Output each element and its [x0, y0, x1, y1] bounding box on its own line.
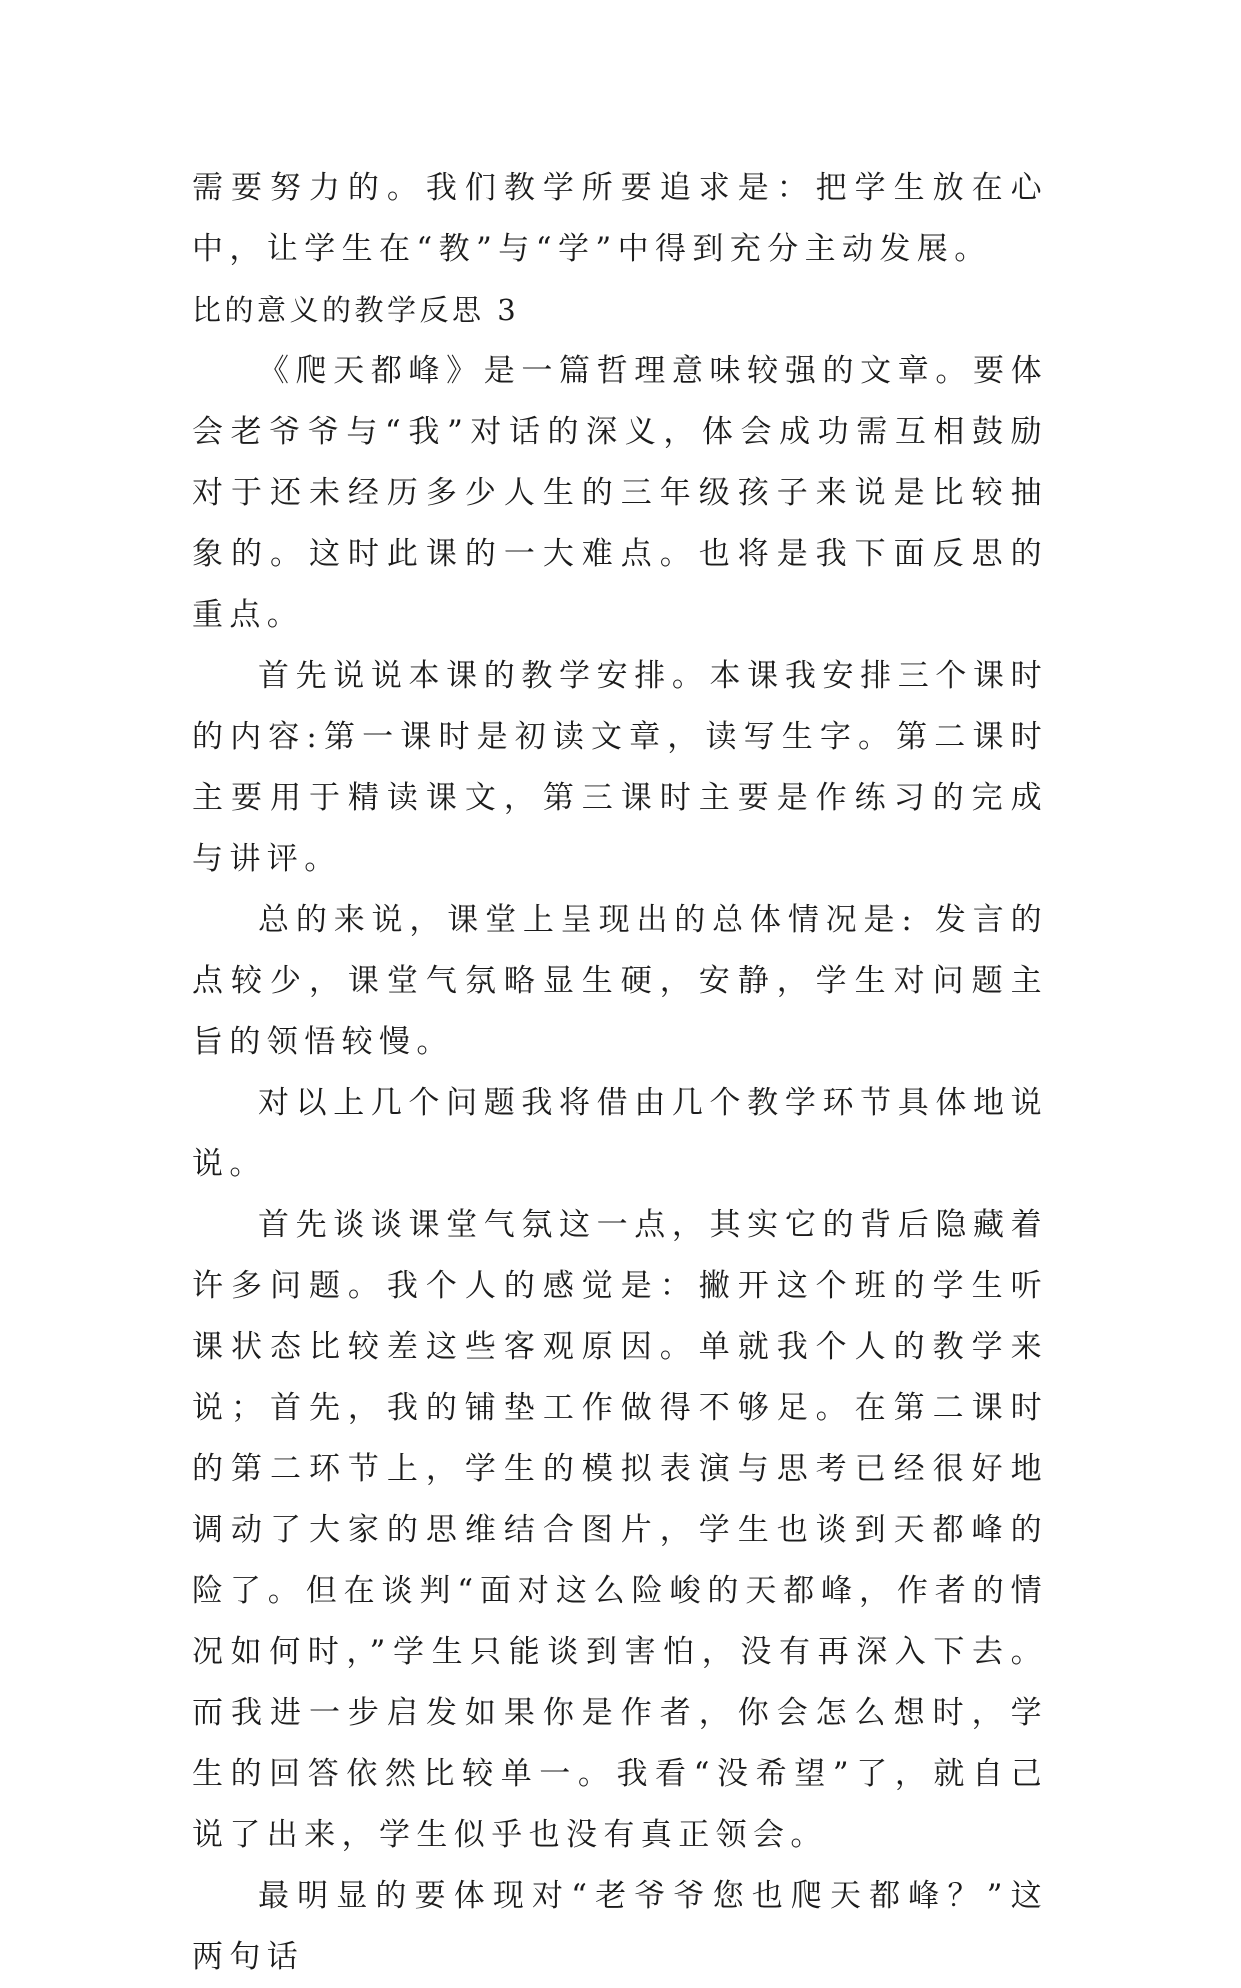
paragraph-body: 对以上几个问题我将借由几个教学环节具体地说说。: [192, 1085, 1048, 1182]
paragraph-body: 总的来说，课堂上呈现出的总体情况是: 发言的点较少，课堂气氛略显生硬，安静，学生对问题主旨的领悟较慢。: [192, 902, 1048, 1060]
paragraph-body: 最明显的要体现对“老爷爷您也爬天都峰？”这两句话: [192, 1878, 1048, 1975]
section-heading: 比的意义的教学反思 3: [192, 293, 520, 327]
paragraph-body: 首先谈谈课堂气氛这一点，其实它的背后隐藏着许多问题。我个人的感觉是：撇开这个班的学生听课状态比较差这些客观原因。单就我个人的教学来说；首先，我的铺垫工作做得不够足。在第二课时的第二环节上，学生的模拟表演与思考已经很好地调动了大家的思维结合图片，学生也谈到天都峰的险了。但在谈判“面对这么险峻的天都峰，作者的情况如何时，”学生只能谈到害怕，没有再深入下去。而我进一步启发如果你是作者，你会怎么想时，学生的回答依然比较单一。我看“没希望”了，就自己说了出来，学生似乎也没有真正领会。: [192, 1207, 1048, 1853]
document-body: [192, 158, 1048, 1988]
paragraph-body: 《爬天都峰》是一篇哲理意味较强的文章。要体会老爷爷与“我”对话的深义，体会成功需互相鼓励对于还未经历多少人生的三年级孩子来说是比较抽象的。这时此课的一大难点。也将是我下面反思的重点。: [192, 353, 1048, 633]
paragraph-body: 首先说说本课的教学安排。本课我安排三个课时的内容:第一课时是初读文章，读写生字。第二课时主要用于精读课文，第三课时主要是作练习的完成与讲评。: [192, 658, 1048, 877]
paragraph-intro-end: 需要努力的。我们教学所要追求是：把学生放在心中，让学生在“教”与“学”中得到充分主动发展。: [192, 170, 1048, 267]
